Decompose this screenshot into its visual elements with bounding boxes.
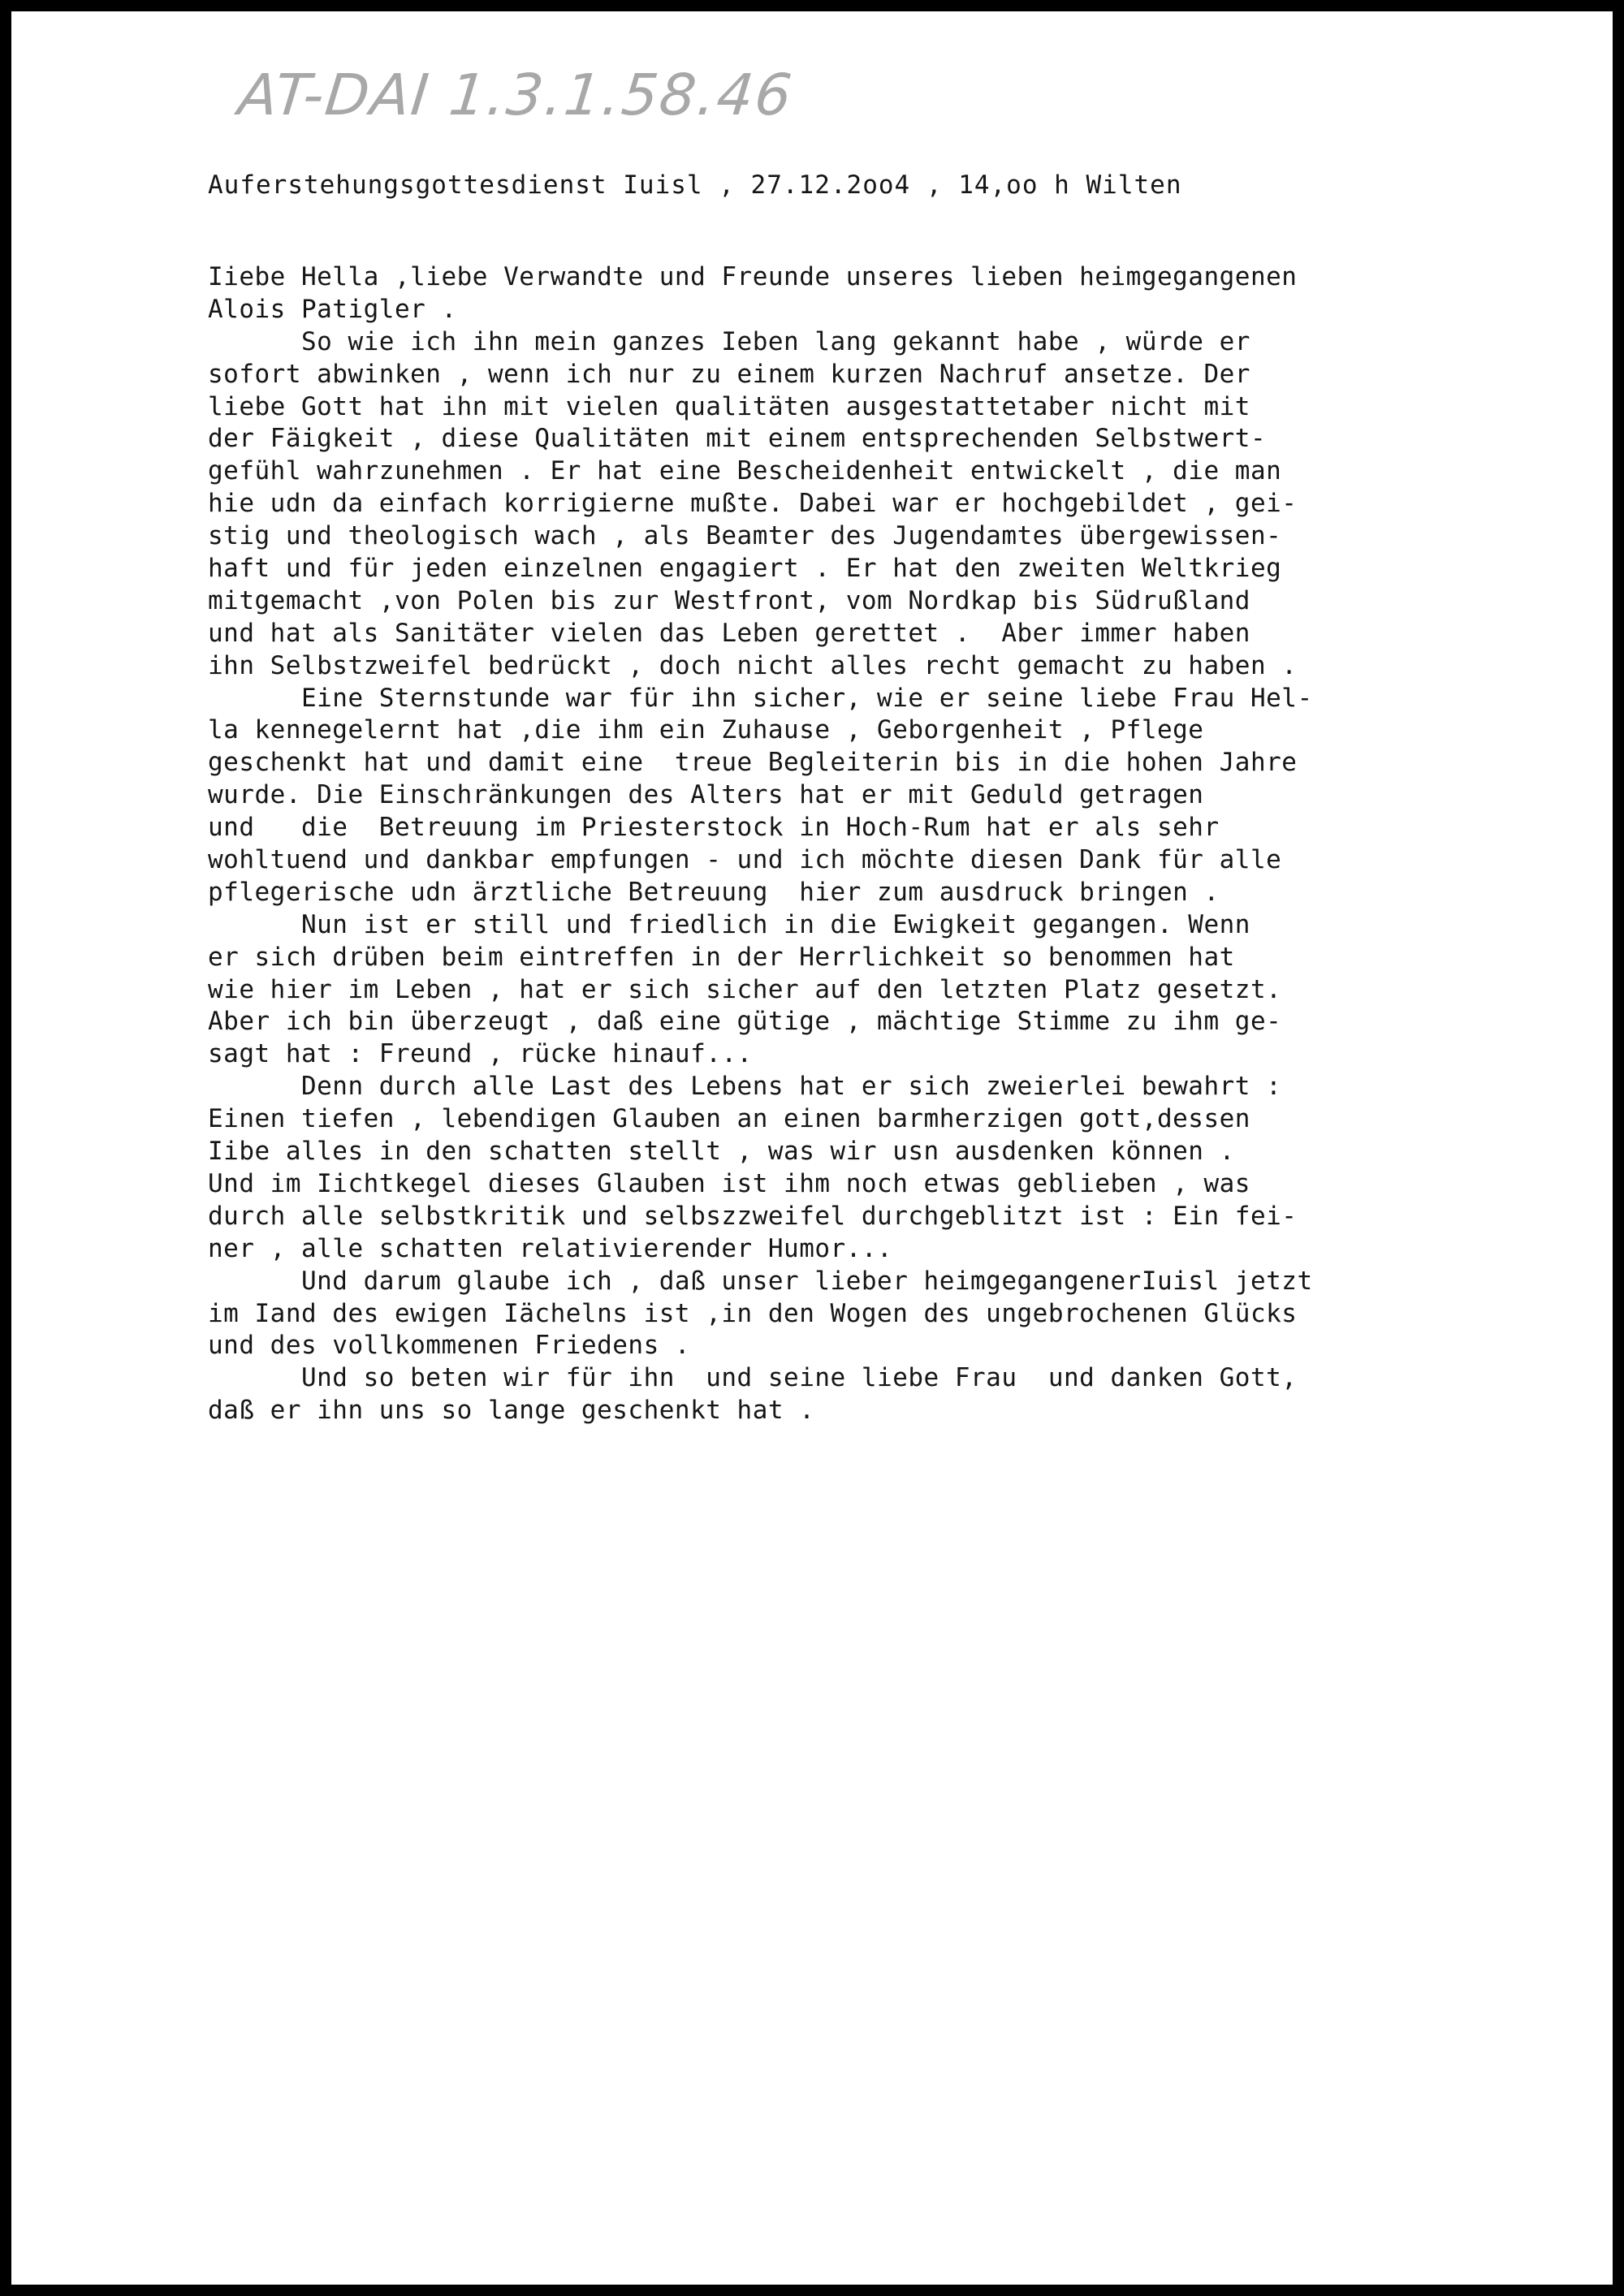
text-line: und die Betreuung im Priesterstock in Hoch-Rum hat er als sehr — [208, 813, 1220, 843]
text-line: haft und für jeden einzelnen engagiert . Er hat den zweiten Weltkrieg — [208, 554, 1282, 584]
text-line: Iiebe Hella ,liebe Verwandte und Freunde unseres lieben heimgegangenen — [208, 262, 1298, 291]
text-line: wie hier im Leben , hat er sich sicher auf den letzten Platz gesetzt. — [208, 974, 1282, 1004]
text-line: geschenkt hat und damit eine treue Begleiterin bis in die hohen Jahre — [208, 748, 1298, 778]
text-line: der Fäigkeit , diese Qualitäten mit einem entsprechenden Selbstwert- — [208, 424, 1267, 454]
text-line: Denn durch alle Last des Lebens hat er sich zweierlei bewahrt : — [208, 1072, 1282, 1102]
text-line: liebe Gott hat ihn mit vielen qualitäten ausgestattetaber nicht mit — [208, 391, 1250, 421]
text-line: und des vollkommenen Friedens . — [208, 1331, 691, 1361]
letter-body — [208, 261, 1313, 1427]
text-line: Und darum glaube ich , daß unser lieber heimgegangenerIuisl jetzt — [208, 1266, 1313, 1296]
text-line: Nun ist er still und friedlich in die Ewigkeit gegangen. Wenn — [208, 909, 1250, 939]
text-line: Und im Iichtkegel dieses Glauben ist ihm noch etwas geblieben , was — [208, 1168, 1250, 1198]
text-line: Iibe alles in den schatten stellt , was wir usn ausdenken können . — [208, 1137, 1235, 1167]
text-line: Einen tiefen , lebendigen Glauben an einen barmherzigen gott,dessen — [208, 1104, 1250, 1134]
text-line: hie udn da einfach korrigierne mußte. Dabei war er hochgebildet , gei- — [208, 489, 1298, 519]
text-line: ihn Selbstzweifel bedrückt , doch nicht alles recht gemacht zu haben . — [208, 650, 1298, 680]
text-line: gefühl wahrzunehmen . Er hat eine Bescheidenheit entwickelt , die man — [208, 456, 1282, 486]
text-line: und hat als Sanitäter vielen das Leben gerettet . Aber immer haben — [208, 618, 1250, 648]
text-line: Aber ich bin überzeugt , daß eine gütige , mächtige Stimme zu ihm ge- — [208, 1007, 1282, 1037]
text-line: er sich drüben beim eintreffen in der Herrlichkeit so benommen hat — [208, 942, 1235, 972]
text-line: im Iand des ewigen Iächelns ist ,in den Wogen des ungebrochenen Glücks — [208, 1298, 1298, 1328]
text-line: ner , alle schatten relativierender Humor... — [208, 1233, 893, 1263]
text-line: la kennegelernt hat ,die ihm ein Zuhause , Geborgenheit , Pflege — [208, 715, 1204, 745]
text-line: daß er ihn uns so lange geschenkt hat . — [208, 1396, 815, 1426]
text-line: Und so beten wir für ihn und seine liebe Frau und danken Gott, — [208, 1363, 1298, 1393]
text-line: stig und theologisch wach , als Beamter des Jugendamtes übergewissen- — [208, 521, 1282, 551]
text-line: pflegerische udn ärztliche Betreuung hier zum ausdruck bringen . — [208, 877, 1220, 907]
text-line: durch alle selbstkritik und selbszzweifel durchgeblitzt ist : Ein fei- — [208, 1201, 1298, 1231]
text-line: wurde. Die Einschränkungen des Alters hat er mit Geduld getragen — [208, 780, 1204, 810]
document-heading: Auferstehungsgottesdienst Iuisl , 27.12.2oo4 , 14,oo h Wilten — [208, 170, 1182, 200]
text-line: sagt hat : Freund , rücke hinauf... — [208, 1039, 753, 1069]
document-page — [11, 11, 1613, 2285]
text-line: sofort abwinken , wenn ich nur zu einem kurzen Nachruf ansetze. Der — [208, 359, 1250, 389]
text-line: Eine Sternstunde war für ihn sicher, wie er seine liebe Frau Hel- — [208, 683, 1313, 713]
archive-reference-stamp: AT-DAI 1.3.1.58.46 — [235, 62, 797, 128]
text-line: So wie ich ihn mein ganzes Ieben lang gekannt habe , würde er — [208, 326, 1250, 356]
text-line: mitgemacht ,von Polen bis zur Westfront, vom Nordkap bis Südrußland — [208, 585, 1250, 615]
text-line: wohltuend und dankbar empfungen - und ich möchte diesen Dank für alle — [208, 845, 1282, 875]
text-line: Alois Patigler . — [208, 294, 457, 324]
